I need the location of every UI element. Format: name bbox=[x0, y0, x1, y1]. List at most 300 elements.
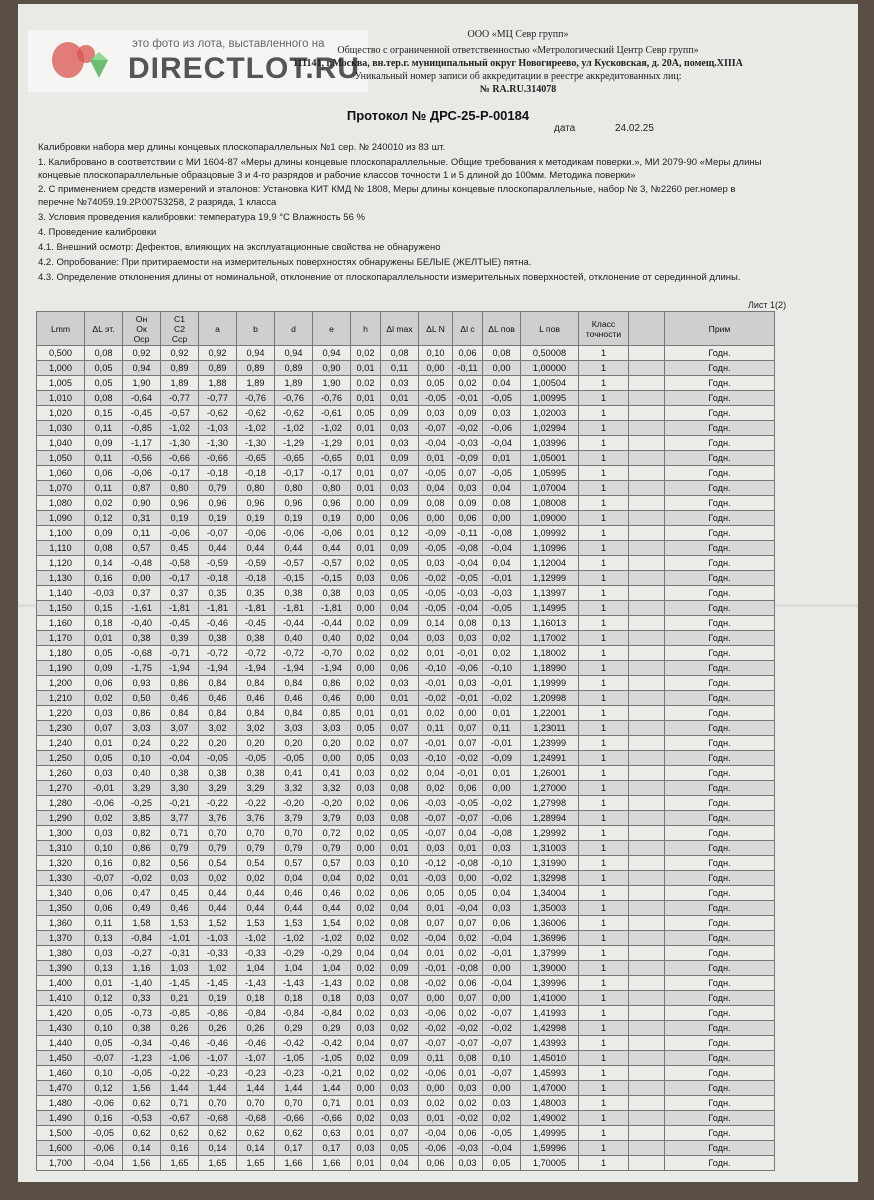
table-cell: 0,09 bbox=[381, 616, 419, 631]
table-cell bbox=[629, 631, 665, 646]
table-cell: -0,01 bbox=[483, 946, 521, 961]
table-cell: 1,02003 bbox=[521, 406, 579, 421]
table-cell: 0,35 bbox=[237, 586, 275, 601]
table-cell: 0,04 bbox=[483, 556, 521, 571]
table-cell: -0,06 bbox=[419, 1006, 453, 1021]
table-row bbox=[37, 886, 775, 901]
table-cell: 0,02 bbox=[85, 811, 123, 826]
table-cell bbox=[629, 691, 665, 706]
table-cell: -0,02 bbox=[453, 421, 483, 436]
column-header: e bbox=[313, 312, 351, 346]
table-cell: -0,04 bbox=[419, 1126, 453, 1141]
table-cell: 0,03 bbox=[419, 631, 453, 646]
table-cell: -1,02 bbox=[275, 421, 313, 436]
table-cell: 1,170 bbox=[37, 631, 85, 646]
table-cell: -0,15 bbox=[275, 571, 313, 586]
table-cell: 0,04 bbox=[313, 871, 351, 886]
table-row bbox=[37, 1126, 775, 1141]
table-cell: 0,90 bbox=[313, 361, 351, 376]
table-cell: 0,02 bbox=[351, 976, 381, 991]
table-cell: 0,38 bbox=[199, 631, 237, 646]
table-cell: 1,17002 bbox=[521, 631, 579, 646]
table-cell: 0,37 bbox=[123, 586, 161, 601]
table-cell: 1,41993 bbox=[521, 1006, 579, 1021]
table-cell: Годн. bbox=[665, 601, 775, 616]
table-cell: -0,07 bbox=[419, 1036, 453, 1051]
table-cell: 0,19 bbox=[161, 511, 199, 526]
table-cell: 0,20 bbox=[275, 736, 313, 751]
table-cell: 0,00 bbox=[351, 661, 381, 676]
visual-inspection: 4.1. Внешний осмотр: Дефектов, влияющих на эксплуатационные свойства не обнаружено bbox=[38, 242, 441, 253]
table-cell: -1,45 bbox=[199, 976, 237, 991]
table-cell: 1,260 bbox=[37, 766, 85, 781]
table-cell: 1 bbox=[579, 991, 629, 1006]
table-cell: -1,05 bbox=[275, 1051, 313, 1066]
table-row bbox=[37, 901, 775, 916]
table-cell: -0,44 bbox=[275, 616, 313, 631]
table-cell: 0,02 bbox=[453, 1006, 483, 1021]
table-cell: Годн. bbox=[665, 796, 775, 811]
table-cell: 0,11 bbox=[123, 526, 161, 541]
table-cell: 0,05 bbox=[85, 376, 123, 391]
table-cell bbox=[629, 796, 665, 811]
table-cell: 0,01 bbox=[351, 421, 381, 436]
table-cell: 0,03 bbox=[351, 991, 381, 1006]
table-cell: -0,04 bbox=[453, 901, 483, 916]
table-cell: Годн. bbox=[665, 976, 775, 991]
table-cell: 1 bbox=[579, 391, 629, 406]
table-cell: 1,56 bbox=[123, 1081, 161, 1096]
table-cell: -0,68 bbox=[199, 1111, 237, 1126]
table-cell: 0,01 bbox=[351, 481, 381, 496]
table-cell: 0,17 bbox=[275, 1141, 313, 1156]
table-cell: 1,210 bbox=[37, 691, 85, 706]
table-cell: -0,27 bbox=[123, 946, 161, 961]
table-cell: 0,14 bbox=[199, 1141, 237, 1156]
table-cell: 0,02 bbox=[237, 871, 275, 886]
table-cell: 0,18 bbox=[85, 616, 123, 631]
table-cell: 0,09 bbox=[381, 961, 419, 976]
table-cell: 0,04 bbox=[483, 376, 521, 391]
table-cell: 0,08 bbox=[419, 496, 453, 511]
table-cell: -0,45 bbox=[123, 406, 161, 421]
table-cell: -0,45 bbox=[161, 616, 199, 631]
table-cell: Годн. bbox=[665, 1096, 775, 1111]
table-cell: 1 bbox=[579, 1141, 629, 1156]
table-cell: 3,03 bbox=[123, 721, 161, 736]
table-cell: 0,07 bbox=[381, 736, 419, 751]
table-cell: -0,33 bbox=[237, 946, 275, 961]
table-cell: 0,04 bbox=[419, 766, 453, 781]
table-cell: 0,00 bbox=[483, 781, 521, 796]
table-cell: Годн. bbox=[665, 1111, 775, 1126]
table-cell: 0,03 bbox=[381, 676, 419, 691]
table-cell: 1,66 bbox=[313, 1156, 351, 1171]
table-cell: 1 bbox=[579, 736, 629, 751]
column-header: ΔL пов bbox=[483, 312, 521, 346]
table-cell: 1 bbox=[579, 781, 629, 796]
table-cell: 0,20 bbox=[199, 736, 237, 751]
table-header-row bbox=[37, 312, 775, 346]
org-accreditation-number: № RA.RU.314078 bbox=[479, 84, 557, 95]
table-cell: -0,10 bbox=[419, 661, 453, 676]
table-cell: 0,05 bbox=[453, 886, 483, 901]
table-cell: 0,02 bbox=[381, 931, 419, 946]
table-cell: -0,09 bbox=[483, 751, 521, 766]
table-cell: 1,140 bbox=[37, 586, 85, 601]
table-cell: 0,40 bbox=[313, 631, 351, 646]
table-cell: 0,37 bbox=[161, 586, 199, 601]
table-cell: -1,94 bbox=[275, 661, 313, 676]
table-cell: -0,06 bbox=[85, 1141, 123, 1156]
table-cell: -0,84 bbox=[275, 1006, 313, 1021]
table-cell: Годн. bbox=[665, 616, 775, 631]
table-cell: 0,03 bbox=[453, 676, 483, 691]
table-cell: 1,07004 bbox=[521, 481, 579, 496]
table-cell: 0,05 bbox=[351, 751, 381, 766]
table-cell: 1 bbox=[579, 541, 629, 556]
table-cell: 1,27000 bbox=[521, 781, 579, 796]
table-row bbox=[37, 841, 775, 856]
table-cell: 1,53 bbox=[237, 916, 275, 931]
table-cell: 1,44 bbox=[313, 1081, 351, 1096]
table-cell: Годн. bbox=[665, 841, 775, 856]
table-cell: 0,02 bbox=[351, 871, 381, 886]
table-cell: Годн. bbox=[665, 706, 775, 721]
table-cell: -0,46 bbox=[161, 1036, 199, 1051]
table-cell: 0,86 bbox=[123, 841, 161, 856]
table-cell: 0,57 bbox=[123, 541, 161, 556]
table-cell: 0,70 bbox=[237, 826, 275, 841]
table-cell: 1,460 bbox=[37, 1066, 85, 1081]
table-row bbox=[37, 856, 775, 871]
table-cell: -0,58 bbox=[161, 556, 199, 571]
table-cell bbox=[629, 511, 665, 526]
table-row bbox=[37, 406, 775, 421]
table-cell: 1 bbox=[579, 916, 629, 931]
table-cell: 0,01 bbox=[419, 901, 453, 916]
table-row bbox=[37, 556, 775, 571]
table-cell: 1,66 bbox=[275, 1156, 313, 1171]
table-cell: 1,220 bbox=[37, 706, 85, 721]
table-cell: 0,07 bbox=[453, 916, 483, 931]
table-cell: 0,89 bbox=[161, 361, 199, 376]
table-cell: 0,19 bbox=[237, 511, 275, 526]
table-cell: 0,11 bbox=[85, 421, 123, 436]
table-cell: -1,81 bbox=[199, 601, 237, 616]
table-cell: 0,02 bbox=[351, 376, 381, 391]
table-cell: Годн. bbox=[665, 766, 775, 781]
table-cell: -0,03 bbox=[453, 586, 483, 601]
table-cell: 0,89 bbox=[275, 361, 313, 376]
table-cell: -0,08 bbox=[453, 541, 483, 556]
table-cell bbox=[629, 1081, 665, 1096]
table-cell: Годн. bbox=[665, 991, 775, 1006]
table-cell: -0,17 bbox=[161, 571, 199, 586]
table-row bbox=[37, 616, 775, 631]
table-cell: 0,06 bbox=[381, 511, 419, 526]
table-cell: 1,52 bbox=[199, 916, 237, 931]
table-cell: 1,270 bbox=[37, 781, 85, 796]
table-cell: 1,150 bbox=[37, 601, 85, 616]
table-cell: 0,20 bbox=[237, 736, 275, 751]
table-cell: 1,03996 bbox=[521, 436, 579, 451]
table-cell: 1 bbox=[579, 1036, 629, 1051]
table-cell: 0,04 bbox=[275, 871, 313, 886]
table-cell bbox=[629, 586, 665, 601]
table-cell: 1,230 bbox=[37, 721, 85, 736]
table-cell: 0,00 bbox=[419, 1081, 453, 1096]
table-cell: -0,20 bbox=[313, 796, 351, 811]
table-cell: 0,45 bbox=[161, 886, 199, 901]
table-cell bbox=[629, 1141, 665, 1156]
table-cell: 1,48003 bbox=[521, 1096, 579, 1111]
table-cell: -0,23 bbox=[199, 1066, 237, 1081]
table-cell: -0,67 bbox=[161, 1111, 199, 1126]
table-cell bbox=[629, 496, 665, 511]
table-cell: 1,16 bbox=[123, 961, 161, 976]
table-cell: 0,16 bbox=[161, 1141, 199, 1156]
table-row bbox=[37, 691, 775, 706]
table-cell: 0,19 bbox=[313, 511, 351, 526]
table-cell: Годн. bbox=[665, 691, 775, 706]
table-cell: 0,02 bbox=[419, 706, 453, 721]
table-cell: 0,79 bbox=[199, 841, 237, 856]
table-cell: 1,04 bbox=[237, 961, 275, 976]
table-cell: 0,10 bbox=[419, 346, 453, 361]
table-cell: 0,09 bbox=[85, 526, 123, 541]
table-cell: -0,03 bbox=[453, 436, 483, 451]
table-cell: 0,92 bbox=[161, 346, 199, 361]
procedure-heading: 4. Проведение калибровки bbox=[38, 227, 157, 238]
table-cell: -0,06 bbox=[237, 526, 275, 541]
table-cell: 0,03 bbox=[381, 421, 419, 436]
table-cell: 0,00 bbox=[483, 991, 521, 1006]
table-cell: 3,32 bbox=[313, 781, 351, 796]
table-cell: 0,84 bbox=[275, 676, 313, 691]
table-cell: 0,06 bbox=[453, 511, 483, 526]
table-cell: 0,02 bbox=[381, 1021, 419, 1036]
table-cell: 0,02 bbox=[351, 961, 381, 976]
table-cell: -0,85 bbox=[123, 421, 161, 436]
table-cell: 0,14 bbox=[85, 556, 123, 571]
table-cell: -0,72 bbox=[275, 646, 313, 661]
table-cell: 0,03 bbox=[85, 766, 123, 781]
table-cell: 1,36996 bbox=[521, 931, 579, 946]
table-cell: -1,30 bbox=[161, 436, 199, 451]
table-cell: 0,01 bbox=[419, 451, 453, 466]
table-cell: 0,96 bbox=[161, 496, 199, 511]
table-row bbox=[37, 376, 775, 391]
table-cell: 1,09000 bbox=[521, 511, 579, 526]
column-header: Δl max bbox=[381, 312, 419, 346]
table-cell: 0,03 bbox=[85, 946, 123, 961]
table-cell: 1,030 bbox=[37, 421, 85, 436]
table-cell bbox=[629, 1066, 665, 1081]
table-cell: 0,07 bbox=[381, 1036, 419, 1051]
table-row bbox=[37, 661, 775, 676]
table-cell: 1,29992 bbox=[521, 826, 579, 841]
table-row bbox=[37, 736, 775, 751]
table-cell: 3,07 bbox=[161, 721, 199, 736]
table-cell: 0,01 bbox=[381, 391, 419, 406]
table-cell: 1,040 bbox=[37, 436, 85, 451]
table-cell bbox=[629, 421, 665, 436]
table-cell: 1 bbox=[579, 676, 629, 691]
table-row bbox=[37, 601, 775, 616]
table-cell: -1,81 bbox=[161, 601, 199, 616]
table-cell: 1 bbox=[579, 811, 629, 826]
table-cell: 0,45 bbox=[161, 541, 199, 556]
table-cell: 0,03 bbox=[453, 1081, 483, 1096]
table-cell bbox=[629, 1021, 665, 1036]
table-cell bbox=[629, 766, 665, 781]
table-cell: 1,00995 bbox=[521, 391, 579, 406]
table-cell: -1,75 bbox=[123, 661, 161, 676]
table-cell: 1,420 bbox=[37, 1006, 85, 1021]
table-cell: 1,26001 bbox=[521, 766, 579, 781]
column-header: Δl c bbox=[453, 312, 483, 346]
table-cell: 1,050 bbox=[37, 451, 85, 466]
table-cell: Годн. bbox=[665, 1126, 775, 1141]
table-cell: 0,00 bbox=[351, 496, 381, 511]
table-cell: 3,29 bbox=[123, 781, 161, 796]
table-cell: 0,87 bbox=[123, 481, 161, 496]
table-cell: -1,23 bbox=[123, 1051, 161, 1066]
table-cell: 0,03 bbox=[85, 826, 123, 841]
table-cell: -1,30 bbox=[199, 436, 237, 451]
table-cell: 0,04 bbox=[453, 826, 483, 841]
table-cell: -1,03 bbox=[199, 421, 237, 436]
table-cell: -0,06 bbox=[85, 796, 123, 811]
table-cell: 0,00 bbox=[351, 691, 381, 706]
watermark-brand: DIRECTLOT.RU bbox=[128, 52, 360, 85]
table-cell: 0,01 bbox=[351, 436, 381, 451]
table-cell: 0,56 bbox=[161, 856, 199, 871]
table-cell: 1 bbox=[579, 421, 629, 436]
table-cell: 1 bbox=[579, 601, 629, 616]
table-cell: 0,03 bbox=[483, 406, 521, 421]
table-cell: -0,07 bbox=[419, 421, 453, 436]
table-cell: -0,86 bbox=[199, 1006, 237, 1021]
table-cell: -0,21 bbox=[161, 796, 199, 811]
table-cell: -0,61 bbox=[313, 406, 351, 421]
table-cell: 1,19999 bbox=[521, 676, 579, 691]
table-cell: -1,07 bbox=[199, 1051, 237, 1066]
table-cell: -0,15 bbox=[313, 571, 351, 586]
table-cell bbox=[629, 751, 665, 766]
table-cell: 0,79 bbox=[237, 841, 275, 856]
table-cell: 0,00 bbox=[351, 511, 381, 526]
table-cell bbox=[629, 571, 665, 586]
table-cell bbox=[629, 946, 665, 961]
table-cell bbox=[629, 391, 665, 406]
table-cell: -0,08 bbox=[453, 961, 483, 976]
table-cell: 1,490 bbox=[37, 1111, 85, 1126]
table-cell: Годн. bbox=[665, 391, 775, 406]
table-cell: -0,01 bbox=[453, 766, 483, 781]
table-cell: 0,02 bbox=[351, 616, 381, 631]
table-cell: 1,13997 bbox=[521, 586, 579, 601]
table-cell: 0,57 bbox=[313, 856, 351, 871]
table-cell: -0,02 bbox=[419, 571, 453, 586]
table-cell: 1 bbox=[579, 376, 629, 391]
org-address: 111141, г.Москва, вн.тер.г. муниципальный округ Новогиреево, ул Кусковская, д. 20А, помещ.XIIIA bbox=[293, 58, 743, 69]
table-cell: 1,44 bbox=[237, 1081, 275, 1096]
table-cell: 0,08 bbox=[453, 616, 483, 631]
table-cell: 3,02 bbox=[237, 721, 275, 736]
equipment-line-1: 2. С применением средств измерений и эталонов: Установка КИТ КМД № 1808, Меры длины концевые плоскопараллельные, набор № 3, №2260 рег.номер в bbox=[38, 184, 736, 195]
table-cell: 0,26 bbox=[199, 1021, 237, 1036]
table-cell: Годн. bbox=[665, 541, 775, 556]
table-cell: -0,04 bbox=[483, 436, 521, 451]
table-cell: 0,94 bbox=[313, 346, 351, 361]
table-cell: -0,06 bbox=[419, 1066, 453, 1081]
table-cell: 1,49995 bbox=[521, 1126, 579, 1141]
table-cell: 1,54 bbox=[313, 916, 351, 931]
date-label: дата bbox=[554, 123, 576, 134]
table-cell: 1,450 bbox=[37, 1051, 85, 1066]
table-cell: 1,180 bbox=[37, 646, 85, 661]
table-cell: -0,34 bbox=[123, 1036, 161, 1051]
table-row bbox=[37, 466, 775, 481]
table-cell: 1 bbox=[579, 436, 629, 451]
table-cell: 0,92 bbox=[123, 346, 161, 361]
table-cell: -1,30 bbox=[237, 436, 275, 451]
table-row bbox=[37, 631, 775, 646]
table-row bbox=[37, 676, 775, 691]
table-cell: 0,05 bbox=[85, 751, 123, 766]
table-cell: 0,22 bbox=[161, 736, 199, 751]
table-cell: -0,01 bbox=[85, 781, 123, 796]
table-row bbox=[37, 946, 775, 961]
table-cell: Годн. bbox=[665, 361, 775, 376]
table-cell: 0,03 bbox=[161, 871, 199, 886]
table-cell: 0,01 bbox=[85, 976, 123, 991]
table-cell: 0,44 bbox=[313, 541, 351, 556]
sheet-number: Лист 1(2) bbox=[748, 300, 787, 310]
table-cell: 1 bbox=[579, 1066, 629, 1081]
table-cell: 1,65 bbox=[199, 1156, 237, 1171]
table-cell: 1,90 bbox=[313, 376, 351, 391]
table-cell: 1,34004 bbox=[521, 886, 579, 901]
table-cell: 0,01 bbox=[351, 706, 381, 721]
table-cell: 0,08 bbox=[85, 391, 123, 406]
table-cell: 0,08 bbox=[381, 916, 419, 931]
table-cell: -0,07 bbox=[483, 1006, 521, 1021]
table-cell: Годн. bbox=[665, 1156, 775, 1171]
calibration-subject: Калибровки набора мер длины концевых плоскопараллельных №1 сер. № 240010 из 83 шт. bbox=[38, 142, 446, 153]
table-cell: 0,26 bbox=[237, 1021, 275, 1036]
table-cell: 0,04 bbox=[381, 631, 419, 646]
table-cell: -0,48 bbox=[123, 556, 161, 571]
table-cell: 0,04 bbox=[381, 601, 419, 616]
table-cell: -0,03 bbox=[419, 871, 453, 886]
column-header: C1 C2 Cср bbox=[161, 312, 199, 346]
table-cell: 0,07 bbox=[85, 721, 123, 736]
table-cell: 0,03 bbox=[351, 781, 381, 796]
table-cell: -0,84 bbox=[237, 1006, 275, 1021]
table-cell: 0,10 bbox=[381, 856, 419, 871]
table-cell: -0,06 bbox=[483, 421, 521, 436]
table-cell: 0,79 bbox=[275, 841, 313, 856]
table-cell: 1 bbox=[579, 361, 629, 376]
table-cell: 0,71 bbox=[313, 1096, 351, 1111]
table-cell: 0,46 bbox=[313, 886, 351, 901]
table-cell: -0,07 bbox=[453, 1036, 483, 1051]
table-cell: 0,00 bbox=[419, 991, 453, 1006]
table-cell: -0,02 bbox=[419, 976, 453, 991]
